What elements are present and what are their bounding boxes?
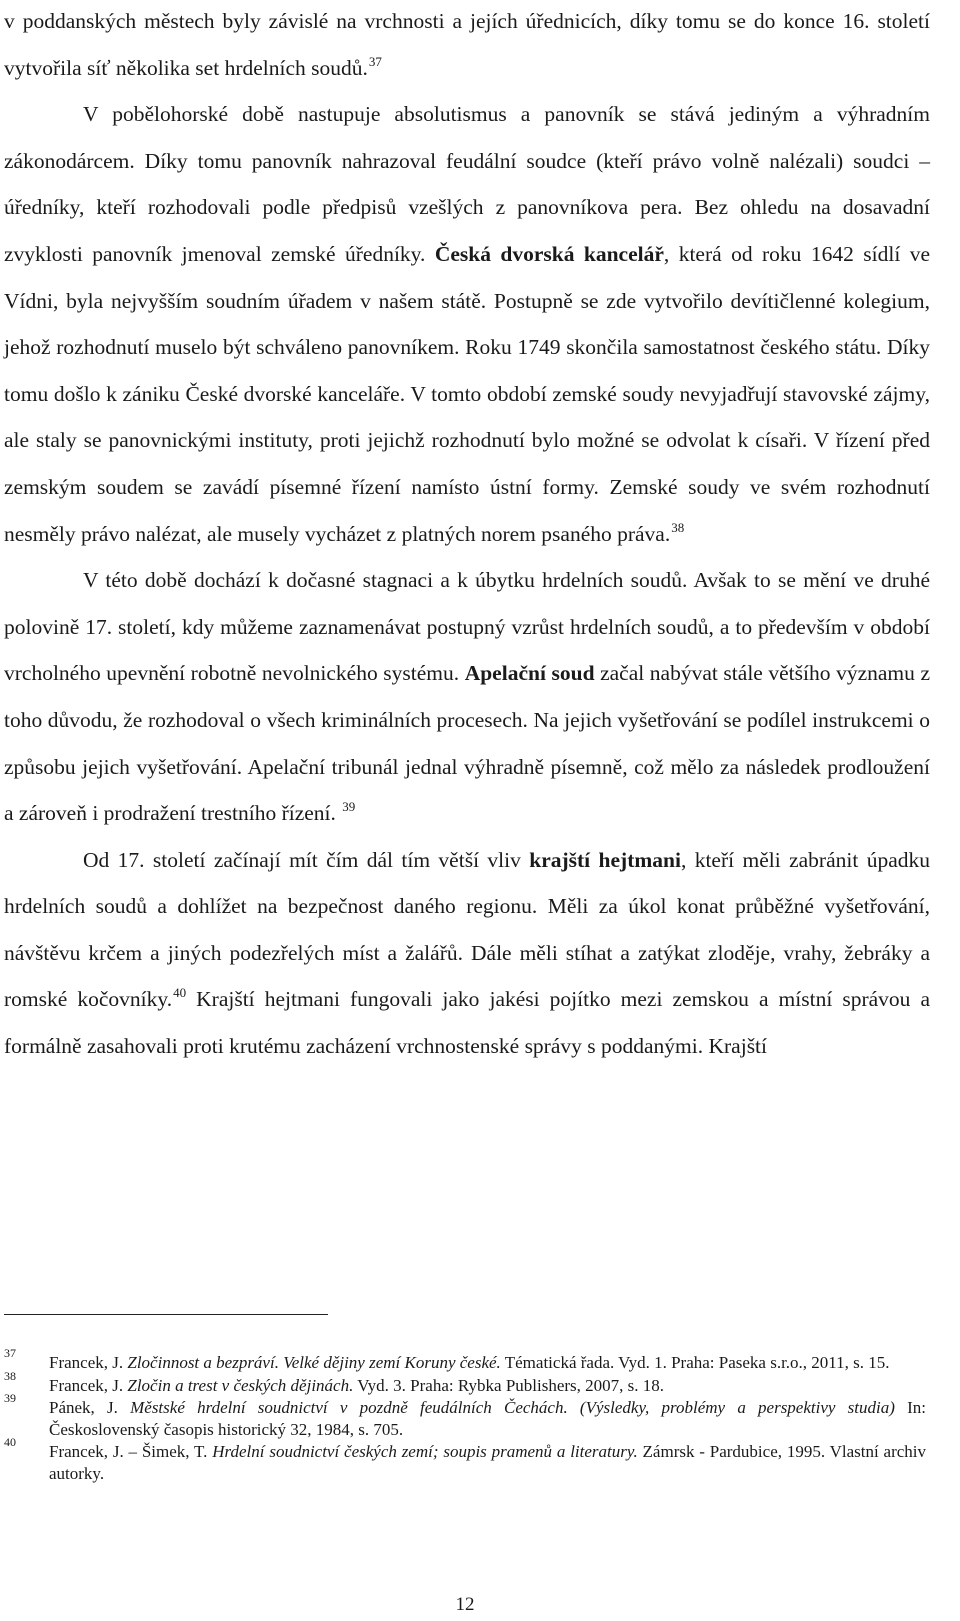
italic-title: Městské hrdelní soudnictví v pozdně feudálních Čechách. (Výsledky, problémy a perspektivy studia) [130,1398,895,1417]
text-run: Francek, J. [49,1375,128,1395]
footnote-separator [4,1314,328,1315]
text-run: In: Československý časopis historický 32, 1984, s. 705. [49,1398,926,1439]
footnote-number: 40 [4,1435,16,1449]
paragraph [4,91,930,557]
footnote-number: 37 [4,1346,16,1360]
footnote-reference: 40 [173,985,187,1001]
body-text [4,0,930,1070]
bold-term: Apelační soud [464,661,595,686]
footnote [4,1435,926,1484]
bold-term: Česká dvorská kancelář [434,241,664,266]
text-run: Krajští hejtmani fungovali jako jakési pojítko mezi zemskou a místní správou a formálně zasahovali proti krutému zacházení vrchnostenské správy s poddanými. Krajští [4,987,930,1059]
page-number: 12 [455,1594,475,1615]
footnote-reference: 39 [342,799,356,815]
footnote [4,1346,926,1374]
paragraph [4,557,930,837]
text-run: v poddanských městech byly závislé na vrchnosti a jejích úřednicích, díky tomu se do konce 16. století vytvořila síť několika set hrdelních soudů. [4,9,930,80]
italic-title: Hrdelní soudnictví českých zemí; soupis pramenů a literatury. [212,1442,638,1461]
text-run: V pobělohorské době nastupuje absolutismus a panovník se stává jediným a výhradním zákonodárcem. Díky tomu panovník nahrazoval feudální soudce (kteří právo volně nalézali) soudci – úředníky, kteří rozhodovali podle předpisů vzešlých z panovníkova pera. Bez ohledu na dosavadní zvyklosti panovník jmenoval zemské úředníky. [4,102,930,266]
text-run: začal nabývat stále většího významu z toho důvodu, že rozhodoval o všech kriminálních procesech. Na jejich vyšetřování se podílel instrukcemi o způsobu jejich vyšetřování. Apelační tribunál jednal výhradně písemně, což mělo za následek prodloužení a zároveň i prodražení trestního řízení. [4,661,930,826]
text-run: Tématická řada. Vyd. 1. Praha: Paseka s.r.o., 2011, s. 15. [500,1353,890,1372]
text-run: Pánek, J. [49,1398,131,1417]
bold-term: krajští hejtmani [529,847,681,872]
footnote-reference: 37 [368,53,382,69]
text-run: Vyd. 3. Praha: Rybka Publishers, 2007, s. 18. [353,1375,665,1395]
text-run: Zámrsk - Pardubice, 1995. Vlastní archiv autorky. [49,1442,926,1483]
text-run: V této době dochází k dočasné stagnaci a k úbytku hrdelních soudů. Avšak to se mění ve druhé polovině 17. století, kdy můžeme zaznamenávat postupný vzrůst hrdelních soudů, a to především v období vrcholného upevnění robotně nevolnického systému. [4,568,930,686]
text-run: Od 17. století začínají mít čím dál tím větší vliv [83,847,530,872]
paragraph [4,0,930,91]
footnotes [4,1346,926,1485]
italic-title: Zločinnost a bezpráví. Velké dějiny zemí Koruny české. [127,1353,501,1372]
footnote-number: 39 [4,1391,16,1405]
text-run: Francek, J. [49,1353,128,1372]
footnote-number: 38 [4,1368,16,1383]
text-run: Francek, J. – Šimek, T. [49,1442,213,1461]
italic-title: Zločin a trest v českých dějinách. [127,1375,354,1395]
paragraph [4,837,930,1070]
footnote [4,1368,926,1397]
text-run: , která od roku 1642 sídlí ve Vídni, byla nejvyšším soudním úřadem v našem státě. Postupně se zde vytvořilo devítičlenné kolegium, jehož rozhodnutí muselo být schváleno panovníkem. Roku 1749 skončila samostatnost českého státu. Díky tomu došlo k zániku České dvorské kanceláře. V tomto období zemské soudy nevyjadřují stavovské zájmy, ale staly se panovnickými instituty, proti jejichž rozhodnutí bylo možné se odvolat k císaři. V řízení před zemským soudem se zavádí písemné řízení namísto ústní formy. Zemské soudy ve svém rozhodnutí nesměly právo nalézat, ale musely vycházet z platných norem psaného práva. [4,241,930,546]
footnote-reference: 38 [671,519,685,535]
text-run: , kteří měli zabránit úpadku hrdelních soudů a dohlížet na bezpečnost daného regionu. Měli za úkol konat průběžné vyšetřování, návštěvu krčem a jiných podezřelých míst a žalářů. Dále měli stíhat a zatýkat zloděje, vrahy, žebráky a romské kočovníky. [4,847,930,1012]
footnote [4,1391,926,1440]
